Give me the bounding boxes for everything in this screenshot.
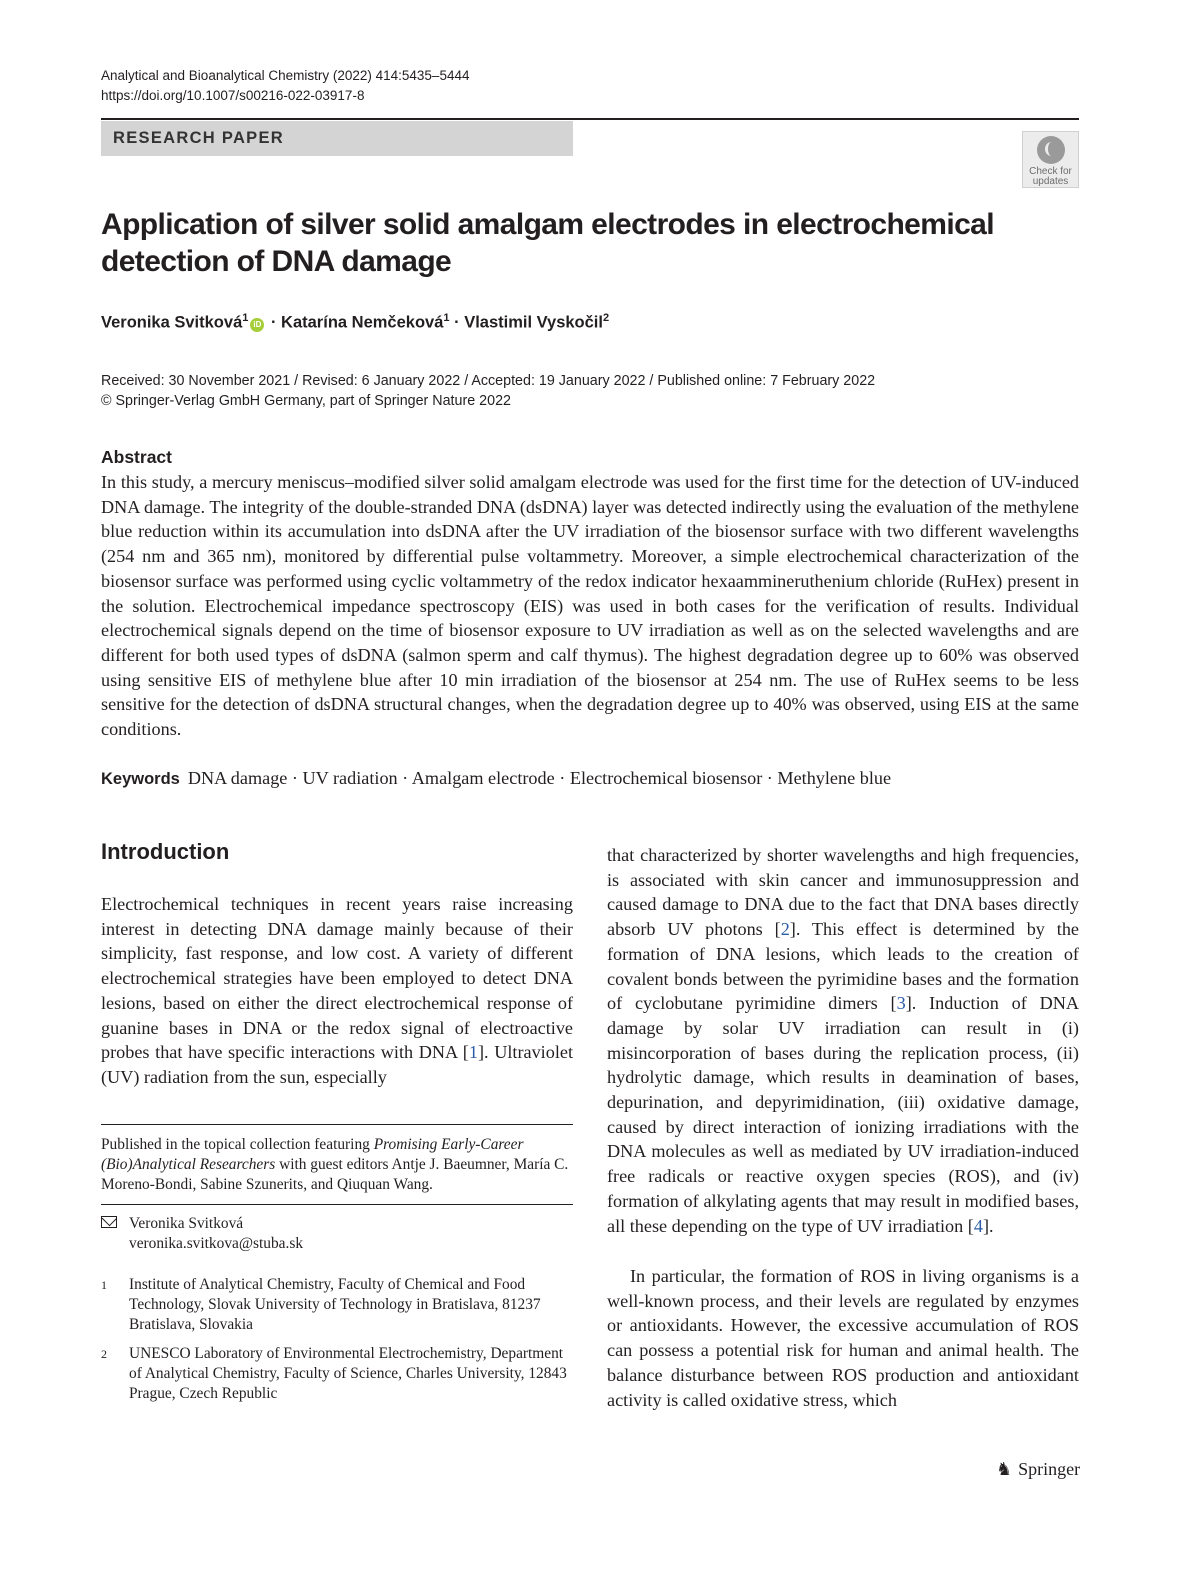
journal-citation [101, 66, 469, 106]
badge-line-1: Check for [1029, 166, 1072, 177]
citation-link[interactable]: 2 [780, 919, 790, 940]
article-title: Application of silver solid amalgam electrodes in electrochemical detection of DNA damage [101, 208, 994, 278]
citation-link[interactable]: 4 [973, 1215, 983, 1236]
abstract-heading: Abstract [101, 447, 172, 467]
intro-paragraph-2: In particular, the formation of ROS in living organisms is a well-known process, and their levels are regulated by enzymes or antioxidants. However, the excessive accumulation of ROS can possess a potential risk for human and animal health. The balance disturbance between ROS production and antioxidant activity is called oxidative stress, which [607, 1266, 1079, 1410]
topical-collection-note [101, 1135, 573, 1195]
text-run: with guest editors Antje J. Baeumner, María C. Moreno-Bondi, Sabine Szunerits, and Qiuquan Wang. [101, 1156, 569, 1193]
badge-line-2: updates [1032, 176, 1069, 187]
affiliation-number: 1 [101, 1278, 107, 1292]
keywords [101, 768, 891, 789]
author-name[interactable]: Veronika Svitková [101, 313, 243, 332]
text-run: ]. Ultraviolet (UV) radiation from the sun, especially [101, 1042, 573, 1087]
affiliation-2 [101, 1344, 573, 1406]
envelope-icon [101, 1216, 117, 1228]
intro-paragraph-1-continued [607, 843, 1079, 1238]
intro-paragraph-1 [101, 892, 573, 1090]
keywords-list: DNA damage · UV radiation · Amalgam electrode · Electrochemical biosensor · Methylene blue [187, 768, 892, 788]
journal-name-line: Analytical and Bioanalytical Chemistry (2022) 414:5435–5444 [101, 68, 470, 83]
doi-link[interactable]: https://doi.org/10.1007/s00216-022-03917-8 [101, 88, 365, 103]
springer-horse-icon: ♞ [996, 1459, 1013, 1479]
publication-history [101, 371, 875, 411]
orcid-icon[interactable]: iD [250, 318, 264, 332]
collection-title: Promising Early-Career (Bio)Analytical Researchers [101, 1136, 524, 1173]
text-run: that characterized by shorter wavelengths and high frequencies, is associated with skin cancer and immunosuppression and caused damage to DNA due to the fact that DNA bases directly absorb UV photons [ [607, 845, 1079, 940]
author-affiliation-mark: 2 [602, 312, 610, 324]
footnote-rule [101, 1124, 573, 1125]
author-name[interactable]: Katarína Nemčeková [281, 313, 444, 332]
affiliation-text: Institute of Analytical Chemistry, Faculty of Chemical and Food Technology, Slovak University of Technology in Bratislava, 81237 Bratislava, Slovakia [129, 1276, 541, 1333]
keywords-label: Keywords [101, 770, 180, 788]
text-run: ]. [982, 1215, 994, 1236]
history-dates: Received: 30 November 2021 / Revised: 6 January 2022 / Accepted: 19 January 2022 / Published online: 7 February 2022 [101, 373, 876, 389]
text-run: Published in the topical collection featuring [101, 1136, 374, 1153]
corresponding-email[interactable]: veronika.svitkova@stuba.sk [129, 1235, 304, 1252]
affiliation-1 [101, 1275, 573, 1337]
author-separator: · [266, 313, 282, 332]
author-list [101, 312, 609, 333]
check-for-updates-icon[interactable] [1022, 131, 1079, 188]
header-rule [101, 118, 1079, 120]
affiliation-text: UNESCO Laboratory of Environmental Electrochemistry, Department of Analytical Chemistry, Faculty of Science, Charles University, 12843 Prague, Czech Republic [129, 1345, 567, 1402]
abstract-text: In this study, a mercury meniscus–modified silver solid amalgam electrode was used for the first time for the detection of UV-induced DNA damage. The integrity of the double-stranded DNA (dsDNA) layer was detected indirectly using the evaluation of the methylene blue reduction within its accumulation into dsDNA after the UV irradiation of the biosensor surface with two different wavelengths (254 nm and 365 nm), monitored by differential pulse voltammetry. Moreover, a simple electrochemical characterization of the biosensor surface was performed using cyclic voltammetry of the redox indicator hexaammineruthenium chloride (RuHex) present in the solution. Electrochemical impedance spectroscopy (EIS) was used in both cases for the verification of results. Individual electrochemical signals depend on the time of biosensor exposure to UV irradiation as well as on the selected wavelengths and are different for both used types of dsDNA (salmon sperm and calf thymus). The highest degradation degree up to 60% was observed using sensitive EIS of methylene blue after 10 min irradiation of the biosensor at 254 nm. The use of RuHex seems to be less sensitive for the detection of dsDNA structural changes, when the degradation degree up to 40% was observed, using EIS at the same conditions. [101, 472, 1079, 740]
author-affiliation-mark: 1 [242, 312, 249, 324]
article-type-band [101, 121, 573, 156]
affiliation-number: 2 [101, 1347, 107, 1361]
copyright-line: © Springer-Verlag GmbH Germany, part of Springer Nature 2022 [101, 393, 511, 409]
publisher-name: Springer [1018, 1459, 1081, 1479]
publisher-logo [996, 1459, 1080, 1480]
author-affiliation-mark: 1 [443, 312, 450, 324]
text-run: ]. Induction of DNA damage by solar UV irradiation can result in (i) misincorporation of bases during the replication process, (ii) hydrolytic damage, which results in deamination of bases, depurination, and depyrimidination, (iii) oxidative damage, caused by direct interaction of ionizing irradiations with the DNA molecules as well as mediated by UV irradiation-induced free radicals or reactive oxygen species (ROS), and (iv) formation of alkylating agents that may result in modified bases, all these depending on the type of UV irradiation [ [607, 993, 1079, 1236]
corresponding-name: Veronika Svitková [129, 1215, 244, 1232]
text-run: ]. This effect is determined by the formation of DNA lesions, which leads to the creation of covalent bonds between the pyrimidine bases and the formation of cyclobutane pyrimidine dimers [ [607, 919, 1079, 1014]
corresponding-author [101, 1214, 573, 1258]
footnote-rule [101, 1204, 573, 1205]
citation-link[interactable]: 3 [896, 993, 906, 1014]
citation-link[interactable]: 1 [468, 1042, 478, 1063]
article-type-label: RESEARCH PAPER [113, 129, 285, 147]
author-separator: · [449, 313, 465, 332]
author-name[interactable]: Vlastimil Vyskočil [464, 313, 603, 332]
text-run: Electrochemical techniques in recent years raise increasing interest in detecting DNA damage mainly because of their simplicity, fast response, and low cost. A variety of different electrochemical strategies have been employed to detect DNA lesions, based on either the direct electrochemical response of guanine bases in DNA or the redox signal of electroactive probes that have specific interactions with DNA [ [101, 894, 573, 1063]
introduction-heading: Introduction [101, 839, 230, 864]
update-circle-icon [1037, 136, 1065, 164]
